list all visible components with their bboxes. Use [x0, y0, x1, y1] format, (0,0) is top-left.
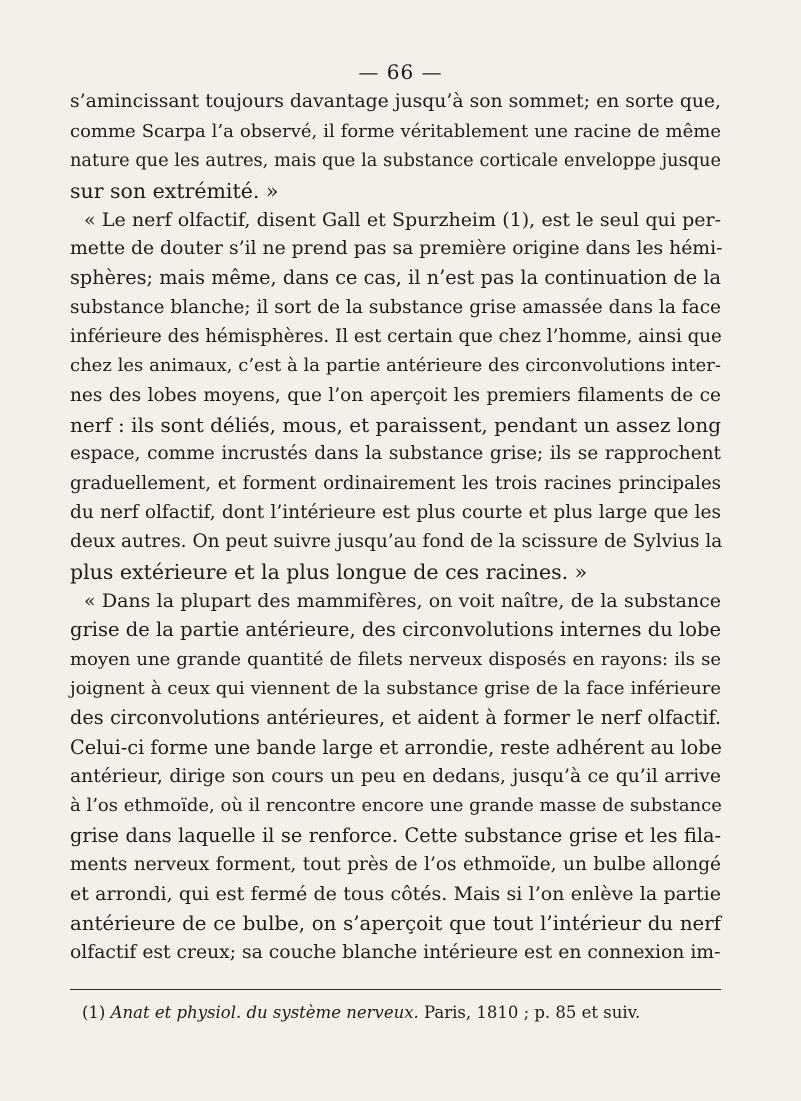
text-line: chez les animaux, c’est à la partie antérieure des circonvolutions inter-: [70, 355, 721, 376]
text-line: joignent à ceux qui viennent de la substance grise de la face inférieure: [70, 678, 721, 699]
text-line: « Le nerf olfactif, disent Gall et Spurzheim (1), est le seul qui per-: [84, 209, 721, 231]
text-line: « Dans la plupart des mammifères, on voit naître, de la substance: [84, 590, 721, 612]
text-line: olfactif est creux; sa couche blanche intérieure est en connexion im-: [70, 942, 721, 963]
text-line: inférieure des hémisphères. Il est certain que chez l’homme, ainsi que: [70, 326, 722, 347]
text-line: comme Scarpa l’a observé, il forme véritablement une racine de même: [70, 121, 721, 142]
text-line: mette de douter s’il ne prend pas sa première origine dans les hémi-: [70, 238, 723, 259]
footnote: [82, 1002, 640, 1024]
footnote-reference: Paris, 1810 ; p. 85 et suiv.: [418, 1003, 641, 1022]
text-line: moyen une grande quantité de filets nerveux disposés en rayons: ils se: [70, 649, 721, 670]
text-line: deux autres. On peut suivre jusqu’au fond de la scissure de Sylvius la: [70, 531, 723, 552]
footnote-title: Anat et physiol. du système nerveux.: [110, 1003, 419, 1022]
text-line: grise de la partie antérieure, des circonvolutions internes du lobe: [70, 618, 721, 641]
text-line: nerf : ils sont déliés, mous, et paraissent, pendant un assez long: [70, 413, 722, 437]
text-line: du nerf olfactif, dont l’intérieure est plus courte et plus large que les: [70, 502, 721, 523]
text-line: ments nerveux forment, tout près de l’os ethmoïde, un bulbe allongé: [70, 854, 721, 875]
text-line: substance blanche; il sort de la substance grise amassée dans la face: [70, 297, 721, 318]
footnote-marker: (1): [82, 1003, 111, 1022]
text-line: antérieur, dirige son cours un peu en dedans, jusqu’à ce qu’il arrive: [70, 766, 721, 787]
text-line: et arrondi, qui est fermé de tous côtés. Mais si l’on enlève la partie: [70, 883, 721, 905]
text-line: sphères; mais même, dans ce cas, il n’est pas la continuation de la: [70, 266, 721, 289]
text-line: des circonvolutions antérieures, et aident à former le nerf olfactif.: [70, 706, 721, 729]
text-line: espace, comme incrustés dans la substance grise; ils se rapprochent: [70, 443, 721, 464]
footnote-divider: [70, 989, 721, 990]
text-line: nature que les autres, mais que la substance corticale enveloppe jusque: [70, 151, 721, 171]
text-line: plus extérieure et la plus longue de ces racines. »: [70, 560, 588, 584]
text-line: graduellement, et forment ordinairement les trois racines principales: [70, 473, 721, 494]
text-line: sur son extrémité. »: [70, 179, 279, 203]
text-line: s’amincissant toujours davantage jusqu’à son sommet; en sorte que,: [70, 91, 721, 112]
text-line: Celui-ci forme une bande large et arrondie, reste adhérent au lobe: [70, 736, 722, 759]
text-line: nes des lobes moyens, que l’on aperçoit les premiers filaments de ce: [70, 385, 721, 406]
page-number: — 66 —: [358, 60, 443, 84]
text-line: à l’os ethmoïde, où il rencontre encore une grande masse de substance: [70, 795, 722, 816]
text-line: antérieure de ce bulbe, on s’aperçoit que tout l’intérieur du nerf: [70, 912, 721, 935]
text-line: grise dans laquelle il se renforce. Cette substance grise et les fila-: [70, 824, 721, 847]
